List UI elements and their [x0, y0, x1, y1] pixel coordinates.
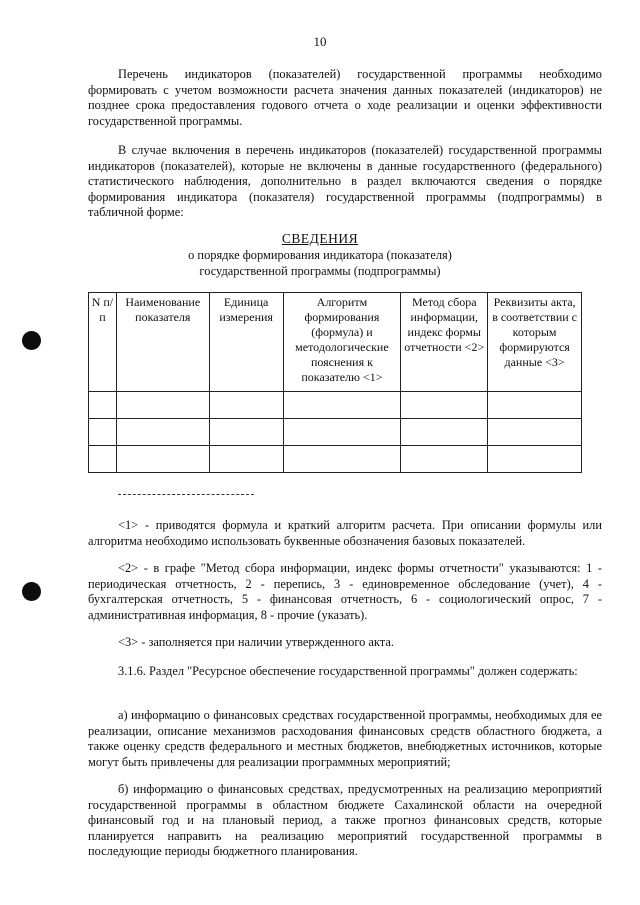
binder-hole-top — [22, 331, 41, 350]
table-cell — [209, 392, 283, 419]
table-cell — [89, 392, 117, 419]
page-number: 10 — [313, 34, 327, 49]
footnote-divider — [118, 494, 254, 495]
column-header-algorithm: Алгоритм формирования (формула) и методологические пояснения к показателю <1> — [283, 293, 401, 392]
indicators-table — [88, 292, 582, 473]
column-header-act-details: Реквизиты акта, в соответствии с которым формируются данные <3> — [488, 293, 582, 392]
table-cell — [488, 392, 582, 419]
footnote-2: <2> - в графе "Метод сбора информации, индекс формы отчетности" указываются: 1 - периодическая отчетность, 2 - перепись, 3 - единовременное обследование (учет), 4 - бухгалтерская отчетность, 5 - финансовая отчетность, 6 - социологический опрос, 7 - административная информация, 8 - прочие (указать). — [88, 561, 602, 622]
table-row — [89, 392, 582, 419]
footnote-1: <1> - приводятся формула и краткий алгоритм расчета. При описании формулы или алгоритма необходимо использовать буквенные обозначения базовых показателей. — [88, 518, 602, 548]
binder-hole-bottom — [22, 582, 41, 601]
intro-paragraph-inclusion: В случае включения в перечень индикаторов (показателей) государственной программы индикаторов (показателей), которые не включены в данные государственного (федерального) статистического наблюдения, дополнительно в раздел включаются сведения о порядке формирования индикатора (показателя) государственной программы (подпрограммы) в табличной форме: — [88, 143, 602, 219]
form-title: СВЕДЕНИЯ — [281, 231, 359, 246]
section-3-1-6-intro: 3.1.6. Раздел "Ресурсное обеспечение государственной программы" должен содержать: — [118, 664, 578, 678]
table-cell — [401, 446, 488, 473]
table-cell — [209, 419, 283, 446]
table-cell — [209, 446, 283, 473]
table-cell — [283, 392, 401, 419]
footnote-3: <3> - заполняется при наличии утвержденного акта. — [118, 635, 394, 649]
table-cell — [116, 419, 209, 446]
table-cell — [116, 446, 209, 473]
column-header-collection-method: Метод сбора информации, индекс формы отчетности <2> — [401, 293, 488, 392]
section-item-a: а) информацию о финансовых средствах государственной программы, необходимых для ее реализации, описание механизмов расходования финансовых средств областного бюджета, а также оценку средств федерального и местных бюджетов, внебюджетных источников, которые могут быть привлечены для реализации программных мероприятий; — [88, 708, 602, 769]
table-cell — [401, 419, 488, 446]
table-cell — [89, 446, 117, 473]
table-cell — [488, 446, 582, 473]
table-cell — [283, 419, 401, 446]
intro-paragraph-indicators: Перечень индикаторов (показателей) государственной программы необходимо формировать с учетом возможности расчета значения данных показателей (индикаторов) не позднее срока предоставления годового отчета о ходе реализации и оценки эффективности государственной программы. — [88, 67, 602, 128]
table-row — [89, 446, 582, 473]
column-header-number: N п/п — [89, 293, 117, 392]
form-subtitle-line-2: государственной программы (подпрограммы) — [199, 264, 441, 278]
table-cell — [89, 419, 117, 446]
table-cell — [401, 392, 488, 419]
table-row — [89, 419, 582, 446]
form-subtitle-line-1: о порядке формирования индикатора (показателя) — [188, 248, 452, 262]
column-header-indicator-name: Наименование показателя — [116, 293, 209, 392]
table-cell — [488, 419, 582, 446]
section-item-b: б) информацию о финансовых средствах, предусмотренных на реализацию мероприятий государственной программы в областном бюджете Сахалинской области на очередной финансовый год и на плановый период, а также прогноз финансовых средств, которые планируется направить на реализацию мероприятий государственной программы в последующие периоды бюджетного планирования. — [88, 782, 602, 858]
table-cell — [283, 446, 401, 473]
column-header-unit: Единица измерения — [209, 293, 283, 392]
table-header-row — [89, 293, 582, 392]
table-cell — [116, 392, 209, 419]
